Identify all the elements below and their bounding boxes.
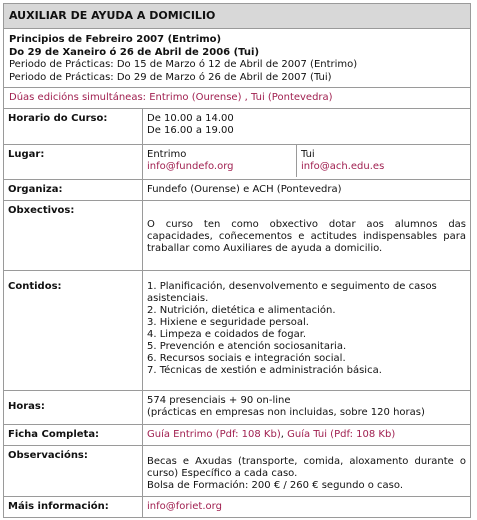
- lugar-tui: [297, 145, 471, 177]
- contidos-item: 7. Técnicas de xestión e administración básica.: [147, 364, 382, 376]
- contidos-item: 6. Recursos sociais e integración social.: [147, 352, 346, 364]
- row-horario: [4, 109, 470, 144]
- observacions-label: Observacións:: [4, 445, 143, 496]
- lugar-label: Lugar:: [4, 144, 143, 179]
- contidos-item: 3. Hixiene e seguridade persoal.: [147, 316, 309, 328]
- contidos-item: 4. Limpeza e coidados de fogar.: [147, 328, 307, 340]
- email-fundefo-link[interactable]: info@fundefo.org: [147, 160, 234, 172]
- dates-tui: Do 29 de Xaneiro ó 26 de Abril de 2006 (Tui): [9, 46, 260, 58]
- guide-entrimo-link[interactable]: Guía Entrimo (Pdf: 108 Kb): [147, 428, 281, 440]
- simultaneous-editions: Dúas edicións simultáneas: Entrimo (Ourense) , Tui (Pontevedra): [4, 88, 470, 109]
- mais-info-label: Máis información:: [4, 496, 143, 517]
- ficha-label: Ficha Completa:: [4, 424, 143, 445]
- horas-line2: (prácticas en empresas non incluidas, sobre 120 horas): [147, 406, 425, 418]
- row-mais-info: [4, 496, 470, 517]
- course-info-panel: [3, 3, 471, 518]
- contidos-label: Contidos:: [4, 270, 143, 390]
- obxectivos-value: O curso ten como obxectivo dotar aos alumnos das capacidades, coñecementos e actitudes indispensables para traballar como Auxiliares de ayuda a domicilio.: [143, 200, 471, 270]
- practice-period-entrimo: Periodo de Prácticas: Do 15 de Marzo ó 12 de Abril de 2007 (Entrimo): [9, 59, 358, 70]
- horas-label: Horas:: [4, 390, 143, 424]
- lugar-entrimo: [143, 145, 297, 177]
- contidos-item: 1. Planificación, desenvolvemento e seguimento de casos asistenciais.: [147, 280, 437, 304]
- row-ficha: [4, 424, 470, 445]
- contidos-item: 2. Nutrición, dietética e alimentación.: [147, 304, 336, 316]
- practice-period-tui: Periodo de Prácticas: Do 29 de Marzo ó 26 de Abril de 2007 (Tui): [9, 71, 332, 83]
- mais-info-value: [143, 496, 471, 517]
- organiza-value: Fundefo (Ourense) e ACH (Pontevedra): [143, 179, 471, 200]
- email-foriet-link[interactable]: info@foriet.org: [147, 500, 222, 512]
- observacions-line2: Bolsa de Formación: 200 € / 260 € segundo o caso.: [147, 479, 403, 491]
- horario-value: [143, 109, 471, 144]
- observacions-value: [143, 445, 471, 496]
- guide-tui-link[interactable]: Guía Tui (Pdf: 108 Kb): [287, 428, 396, 440]
- horario-line2: De 16.00 a 19.00: [147, 125, 234, 136]
- place-entrimo: Entrimo: [147, 148, 187, 160]
- row-lugar: [4, 144, 470, 179]
- organiza-label: Organiza:: [4, 179, 143, 200]
- row-obxectivos: [4, 200, 470, 270]
- course-details-table: [4, 109, 470, 517]
- row-contidos: [4, 270, 470, 390]
- course-title: AUXILIAR DE AYUDA A DOMICILIO: [4, 4, 470, 29]
- course-dates: [4, 29, 470, 88]
- observacions-line1: Becas e Axudas (transporte, comida, aloxamento durante o curso) Específico a cada caso.: [147, 455, 466, 479]
- row-organiza: [4, 179, 470, 200]
- row-observacions: [4, 445, 470, 496]
- ficha-separator: ,: [280, 428, 288, 440]
- place-tui: Tui: [301, 148, 315, 160]
- contidos-item: 5. Prevención e atención sociosanitaria.: [147, 340, 347, 352]
- horas-value: [143, 390, 471, 424]
- email-ach-link[interactable]: info@ach.edu.es: [301, 160, 385, 172]
- ficha-value: [143, 424, 471, 445]
- contidos-list: [143, 270, 471, 390]
- obxectivos-label: Obxectivos:: [4, 200, 143, 270]
- horario-label: Horario do Curso:: [4, 109, 143, 144]
- row-horas: [4, 390, 470, 424]
- horas-line1: 574 presenciais + 90 on-line: [147, 394, 291, 406]
- lugar-value: [143, 144, 471, 179]
- horario-line1: De 10.00 a 14.00: [147, 113, 234, 124]
- start-date-entrimo: Principios de Febreiro 2007 (Entrimo): [9, 34, 222, 45]
